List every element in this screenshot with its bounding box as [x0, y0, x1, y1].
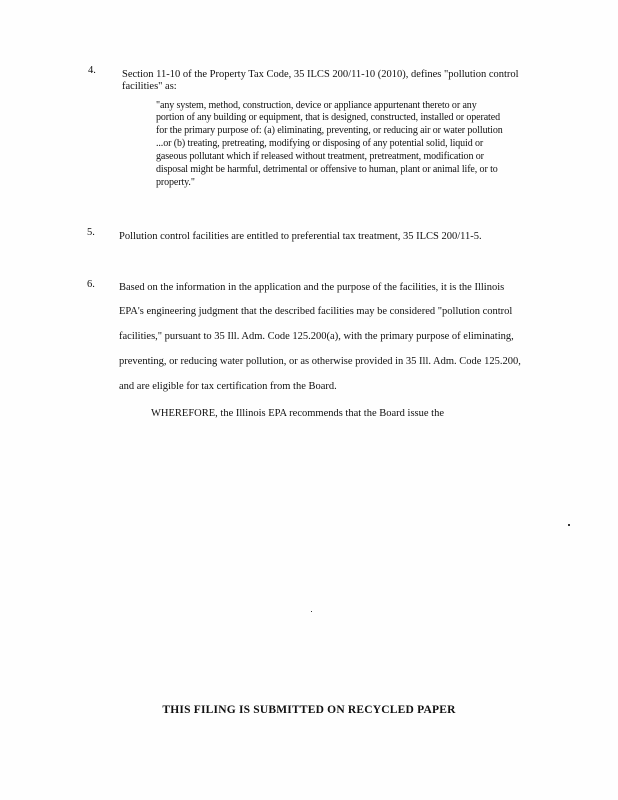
- item-5-line-1: Pollution control facilities are entitled to preferential tax treatment, 35 ILCS 200/11-5.: [119, 231, 482, 242]
- quote-line: for the primary purpose of: (a) eliminating, preventing, or reducing air or water pollution: [156, 125, 503, 136]
- item-6-line-3: facilities," pursuant to 35 Ill. Adm. Code 125.200(a), with the primary purpose of eliminating,: [119, 331, 514, 342]
- item-6-line-4: preventing, or reducing water pollution, or as otherwise provided in 35 Ill. Adm. Code 125.200,: [119, 356, 521, 367]
- item-6-line-2: EPA's engineering judgment that the described facilities may be considered "pollution control: [119, 306, 513, 317]
- quote-line: portion of any building or equipment, that is designed, constructed, installed or operated: [156, 112, 500, 123]
- item-4-line-1: Section 11-10 of the Property Tax Code, 35 ILCS 200/11-10 (2010), defines "pollution control: [122, 69, 519, 80]
- quote-line: gaseous pollutant which if released without treatment, pretreatment, modification or: [156, 151, 484, 162]
- item-6-number: 6.: [87, 279, 95, 290]
- item-5-number: 5.: [87, 227, 95, 238]
- item-6-line-1: Based on the information in the application and the purpose of the facilities, it is the Illinois: [119, 282, 505, 293]
- item-6-line-5: and are eligible for tax certification from the Board.: [119, 381, 337, 392]
- quote-line: "any system, method, construction, device or appliance appurtenant thereto or any: [156, 100, 477, 111]
- recycled-paper-footer: THIS FILING IS SUBMITTED ON RECYCLED PAPER: [162, 704, 456, 716]
- scan-speck: [568, 524, 570, 526]
- quote-line: disposal might be harmful, detrimental or offensive to human, plant or animal life, or to: [156, 164, 498, 175]
- item-4-number: 4.: [88, 65, 96, 76]
- scan-speck: [311, 611, 312, 612]
- quote-line: ...or (b) treating, pretreating, modifying or disposing of any potential solid, liquid or: [156, 138, 484, 149]
- item-4-line-2: facilities" as:: [122, 81, 177, 92]
- wherefore-clause: WHEREFORE, the Illinois EPA recommends that the Board issue the: [151, 408, 444, 419]
- quote-line: property.": [156, 177, 195, 188]
